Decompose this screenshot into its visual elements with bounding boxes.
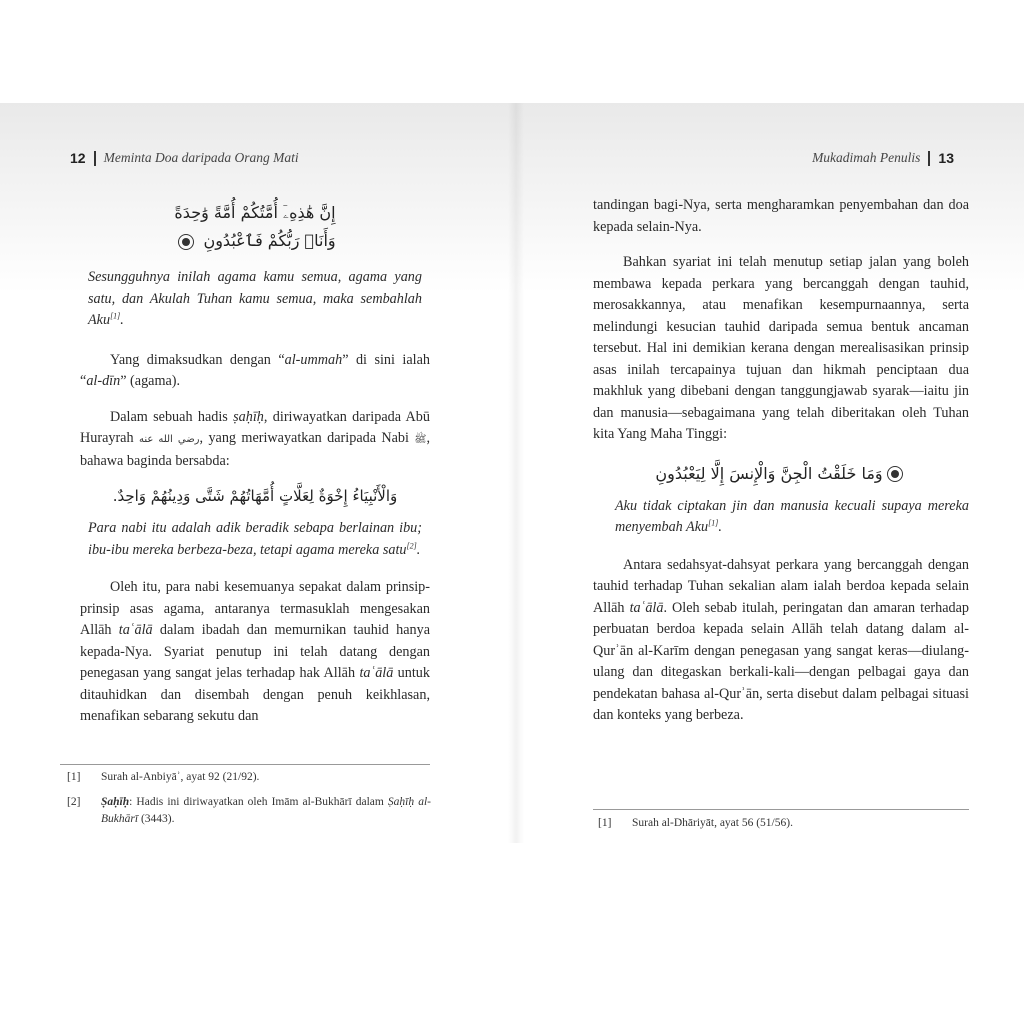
verse-end-icon — [887, 466, 903, 482]
arabic-verse — [80, 199, 430, 255]
footnote: [1] Surah al-Dhāriyāt, ayat 56 (51/56). — [598, 817, 793, 829]
honorific-glyph: رضي الله عنه — [138, 434, 200, 445]
running-title: Mukadimah Penulis — [812, 150, 921, 165]
paragraph: tandingan bagi-Nya, serta mengharamkan penyembahan dan doa kepada selain-Nya. — [593, 197, 969, 235]
left-page-body — [80, 199, 430, 728]
footnote-divider — [60, 764, 430, 765]
running-head-divider — [928, 151, 930, 166]
page-number: 13 — [938, 150, 954, 166]
footnote-ref[interactable]: [2] — [406, 540, 417, 550]
arabic-hadith: وَالْأَنْبِيَاءُ إِخْوَةٌ لِعَلَّاتٍ أُمَّهَاتُهُمْ شَتَّى وَدِينُهُمْ وَاحِدٌ. — [112, 487, 398, 505]
left-page — [0, 103, 512, 843]
paragraph: Oleh itu, para nabi kesemuanya sepakat dalam prinsip-prinsip asas agama, antaranya termasuklah mengesakan Allāh taʿālā dalam ibadah dan memurnikan tauhid hanya kepada-Nya. Syariat penutup ini telah datang dengan penegasan yang sangat jelas terhadap hak Allāh taʿālā untuk ditauhidkan dan disembah dengan penuh keikhlasan, menafikan sebarang sekutu dan — [80, 579, 430, 724]
footnotes — [598, 815, 968, 840]
arabic-verse: وَمَا خَلَقْتُ الْجِنَّ وَالْإِنسَ إِلَّا لِيَعْبُدُونِ — [593, 460, 969, 488]
footnotes — [67, 769, 431, 836]
verse-end-icon — [178, 234, 194, 250]
verse-translation: Aku tidak ciptakan jin dan manusia kecuali supaya mereka menyembah Aku[1]. — [615, 497, 969, 535]
paragraph: Dalam sebuah hadis ṣaḥīḥ, diriwayatkan daripada Abū Hurayrah رضي الله عنه, yang meriwayatkan daripada Nabi ﷺ, bahawa baginda bersabda: — [80, 408, 431, 469]
arabic-verse-line-2: وَأَنَا۠ رَبُّكُمْ فَٱعْبُدُونِ — [80, 227, 430, 255]
right-page — [512, 103, 1024, 843]
honorific-glyph: ﷺ — [414, 434, 427, 445]
running-head-divider — [94, 151, 96, 166]
footnote-ref[interactable]: [1] — [708, 518, 719, 528]
arabic-verse-line-1: إِنَّ هَٰذِهِۦٓ أُمَّتُكُمْ أُمَّةً وَٰحِدَةً — [174, 203, 336, 222]
footnote: [1] Surah al-Anbiyāʾ, ayat 92 (21/92). — [67, 771, 260, 783]
footnote: [2] Ṣaḥīḥ: Hadis ini diriwayatkan oleh Imām al-Bukhārī dalam Ṣaḥīḥ al-Bukhārī (3443). — [67, 796, 431, 825]
footnote-ref[interactable]: [1] — [110, 311, 121, 321]
right-running-head — [812, 150, 954, 166]
hadith-translation: Para nabi itu adalah adik beradik sebapa berlainan ibu; ibu-ibu mereka berbeza-beza, tetapi agama mereka satu[2]. — [88, 520, 422, 558]
running-title: Meminta Doa daripada Orang Mati — [103, 150, 299, 165]
left-running-head — [70, 150, 299, 166]
verse-translation: Sesungguhnya inilah agama kamu semua, agama yang satu, dan Akulah Tuhan kamu semua, maka sembahlah Aku[1]. — [88, 269, 422, 328]
page-number: 12 — [70, 150, 86, 166]
paragraph: Antara sedahsyat-dahsyat perkara yang bercanggah dengan tauhid terhadap Tuhan sekalian alam ialah berdoa kepada selain Allāh taʿālā. Oleh sebab itulah, peringatan dan amaran terhadap perbuatan berdoa kepada selain Allāh telah datang dalam al-Qurʾān al-Karīm dengan penegasan yang sangat keras—diulang-ulang dan ditegaskan berkali-kali—dengan pelbagai gaya dan pendekatan bahasa al-Qurʾān, serta disebut dalam pelbagai situasi dan konteks yang berbeza. — [593, 556, 969, 723]
footnote-divider — [593, 809, 969, 810]
paragraph: Yang dimaksudkan dengan “al-ummah” di sini ialah “al-dīn” (agama). — [80, 351, 430, 389]
paragraph: Bahkan syariat ini telah menutup setiap jalan yang boleh membawa kepada perkara yang bercanggah dengan tauhid, merosakkannya, atau menafikan kesempurnaannya, serta melindungi kesucian tauhid daripada semua bentuk ancaman tersebut. Hal ini demikian kerana dengan merealisasikan prinsip asas inilah tercapainya tujuan dan hikmah penciptaan dua makhluk yang dibebani dengan tanggungjawab syarak—iaitu jin dan manusia—sebagaimana yang telah diberitakan oleh Tuhan kita Yang Maha Tinggi: — [593, 254, 969, 442]
right-page-body — [593, 195, 969, 727]
